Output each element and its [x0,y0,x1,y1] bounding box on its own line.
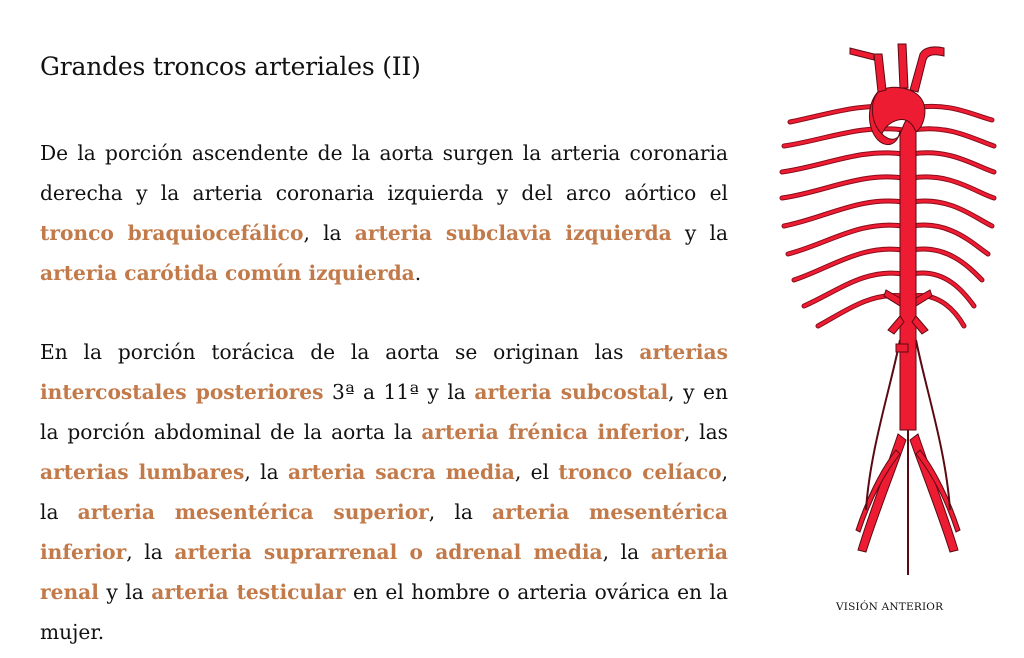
diagram-caption: VISIÓN ANTERIOR [836,601,944,613]
text-run: , la [428,500,493,524]
term-testicular-artery: arteria testicular [151,580,346,604]
term-median-sacral-artery: arteria sacra media [288,460,515,484]
term-left-common-carotid-artery: arteria carótida común izquierda [40,261,415,285]
text-run: y la [671,221,728,245]
text-run: , el [514,460,559,484]
text-run: , las [683,420,728,444]
text-run: De la porción ascendente de la aorta surgen la arteria coronaria derecha y la arteria coronaria izquierda y del arco aórtico el [40,141,728,205]
text-run: , la [602,540,651,564]
term-middle-suprarenal-artery: arteria suprarrenal o adrenal media [174,540,603,564]
aorta-diagram [770,30,1002,590]
paragraph-ascending-aorta [40,133,728,293]
term-inferior-phrenic-artery: arteria frénica inferior [421,420,684,444]
text-run: . [414,261,422,285]
text-run: y la [98,580,152,604]
text-run: , la [40,460,728,524]
page-title: Grandes troncos arteriales (II) [40,52,421,81]
supra-aortic-trunks [850,44,944,92]
term-renal-artery: arteria renal [40,540,728,604]
text-run: 3ª a 11ª y la [323,380,475,404]
text-run: , la [303,221,355,245]
term-left-subclavian-artery: arteria subclavia izquierda [354,221,672,245]
text-run: , la [244,460,289,484]
text-run: , y en la porción abdominal de la aorta la [40,380,728,444]
text-run: En la porción torácica de la aorta se originan las [40,340,640,364]
term-subcostal-artery: arteria subcostal [474,380,669,404]
text-run: en el hombre o arteria ovárica en la mujer. [40,580,728,644]
term-posterior-intercostal-arteries: arterias intercostales posteriores [40,340,728,404]
term-celiac-trunk: tronco celíaco [558,460,722,484]
paragraph-thoracic-abdominal-aorta [40,332,728,652]
text-run: , la [126,540,175,564]
aorta [869,88,919,430]
term-brachiocephalic-trunk: tronco braquiocefálico [40,221,304,245]
term-superior-mesenteric-artery: arteria mesentérica superior [77,500,429,524]
term-inferior-mesenteric-artery: arteria mesentérica inferior [40,500,728,564]
term-lumbar-arteries: arterias lumbares [40,460,245,484]
